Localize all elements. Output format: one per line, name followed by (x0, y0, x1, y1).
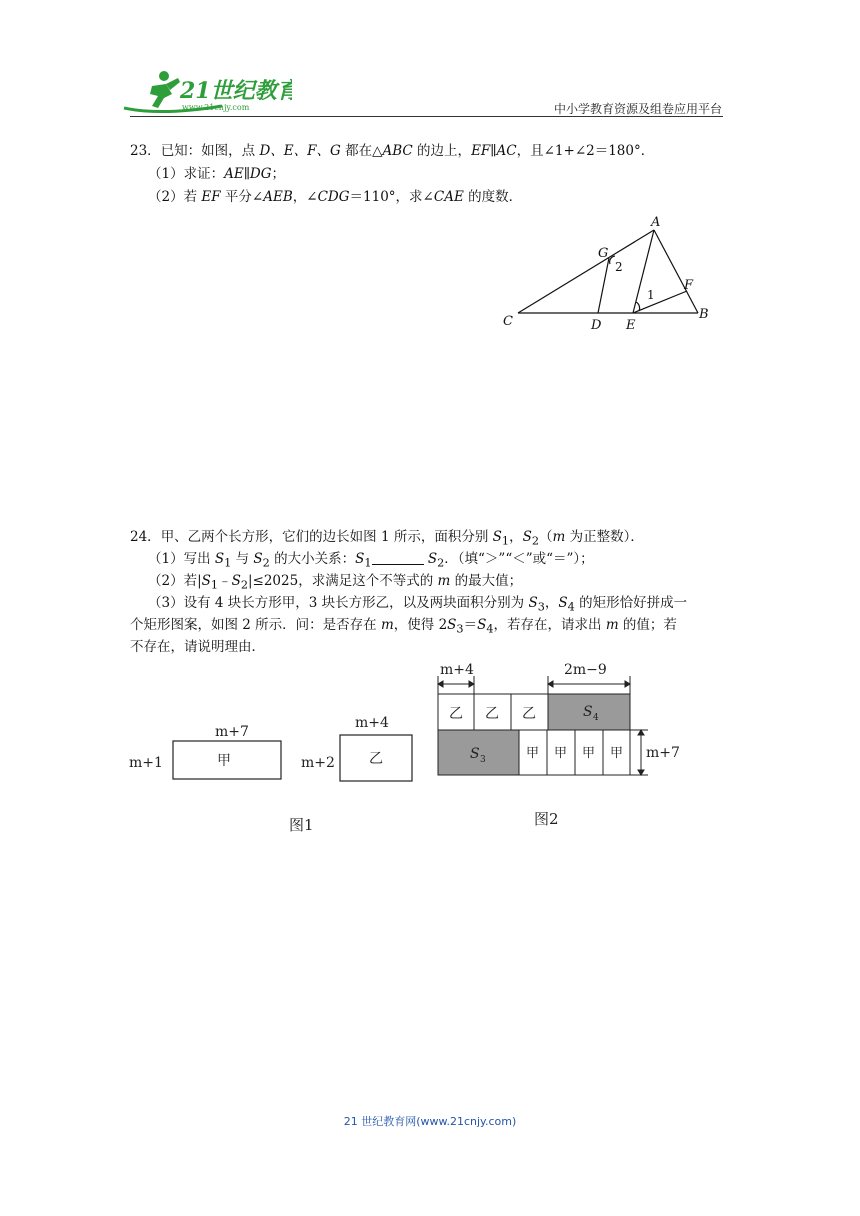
platform-title: 中小学教育资源及组卷应用平台 (553, 102, 722, 116)
jia-text-4: 甲 (610, 746, 624, 761)
label-f: F (684, 278, 694, 293)
yi-side-label: m+2 (301, 755, 335, 771)
logo-url: www.21cnjy.com (182, 103, 250, 112)
jia-text-3: 甲 (582, 746, 596, 761)
q24-part3-line1: （3）设有 4 块长方形甲，3 块长方形乙，以及两块面积分别为 $S_3$，$S_4$ 的矩形恰好拼成一 (148, 595, 688, 614)
s4-label: S (583, 704, 593, 720)
label-c: C (503, 314, 513, 329)
yi-text-1: 乙 (449, 706, 463, 722)
label-e: E (626, 318, 636, 333)
q24-part1: （1）写出 $S_1$ 与 $S_2$ 的大小关系：$S_1$ $S_2$．（填“＞”“＜”或“＝”）； (148, 551, 594, 570)
site-logo (122, 68, 292, 116)
s4-subscript: 4 (593, 713, 599, 723)
s3-subscript: 3 (480, 755, 486, 765)
jia-top-label: m+7 (215, 724, 249, 740)
jia-label: 甲 (217, 753, 231, 769)
footer-link[interactable]: 21 世纪教育网(www.21cnjy.com) (343, 1115, 517, 1128)
yi-label: 乙 (369, 751, 383, 767)
label-g: G (598, 246, 609, 261)
segment-ef (633, 291, 687, 313)
jia-text-2: 甲 (554, 746, 568, 761)
label-b: B (699, 307, 709, 322)
q24-figure1 (125, 705, 425, 835)
q24-part2: （2）若$|S_1﹣S_2|\le 2025$，求满足这个不等式的 m 的最大值； (148, 573, 523, 592)
logo-text: 21世纪教育 (180, 78, 292, 104)
q24-part3-line2: 个矩形图案，如图 2 所示．问：是否存在 m，使得 $2S_3=S_4$，若存在，请求出 m 的值；若 (130, 617, 677, 636)
q24-figure2 (430, 658, 690, 830)
angle-1-label: 1 (647, 288, 655, 302)
jia-side-label: m+1 (129, 755, 163, 771)
q23-stem: 23．已知：如图，点 D、E、F、G 都在△ABC 的边上，EF∥AC，且∠1+∠2＝180°． (130, 143, 655, 159)
fig2-caption: 图2 (534, 810, 559, 828)
yi-top-label: m+4 (355, 715, 389, 731)
q23-figure (498, 212, 718, 334)
segment-ca (518, 230, 654, 313)
label-d: D (591, 318, 602, 333)
label-a: A (651, 215, 661, 230)
fig2-right-label: m+7 (646, 745, 680, 761)
segment-gd (598, 258, 609, 313)
fig1-caption: 图1 (289, 816, 314, 834)
fig2-top-left-label: m+4 (440, 662, 474, 678)
angle-1-arc (636, 302, 640, 311)
header-divider (130, 116, 723, 117)
fig2-top-right-label: 2m−9 (564, 662, 607, 678)
q24-part3-line3: 不存在，请说明理由． (130, 639, 265, 655)
q23-part2: （2）若 EF 平分∠AEB，∠CDG＝110°，求∠CAE 的度数． (148, 189, 523, 205)
answer-blank (372, 551, 424, 565)
yi-text-2: 乙 (485, 706, 499, 722)
segment-ab (654, 230, 698, 313)
jia-text-1: 甲 (526, 746, 540, 761)
angle-2-label: 2 (615, 260, 623, 274)
s3-label: S (470, 746, 480, 762)
q24-stem: 24．甲、乙两个长方形，它们的边长如图 1 所示，面积分别 $S_1$，$S_2(m$ 为正整数）． (130, 529, 644, 548)
q23-part1: （1）求证：AE∥DG； (148, 166, 286, 182)
yi-text-3: 乙 (522, 706, 536, 722)
